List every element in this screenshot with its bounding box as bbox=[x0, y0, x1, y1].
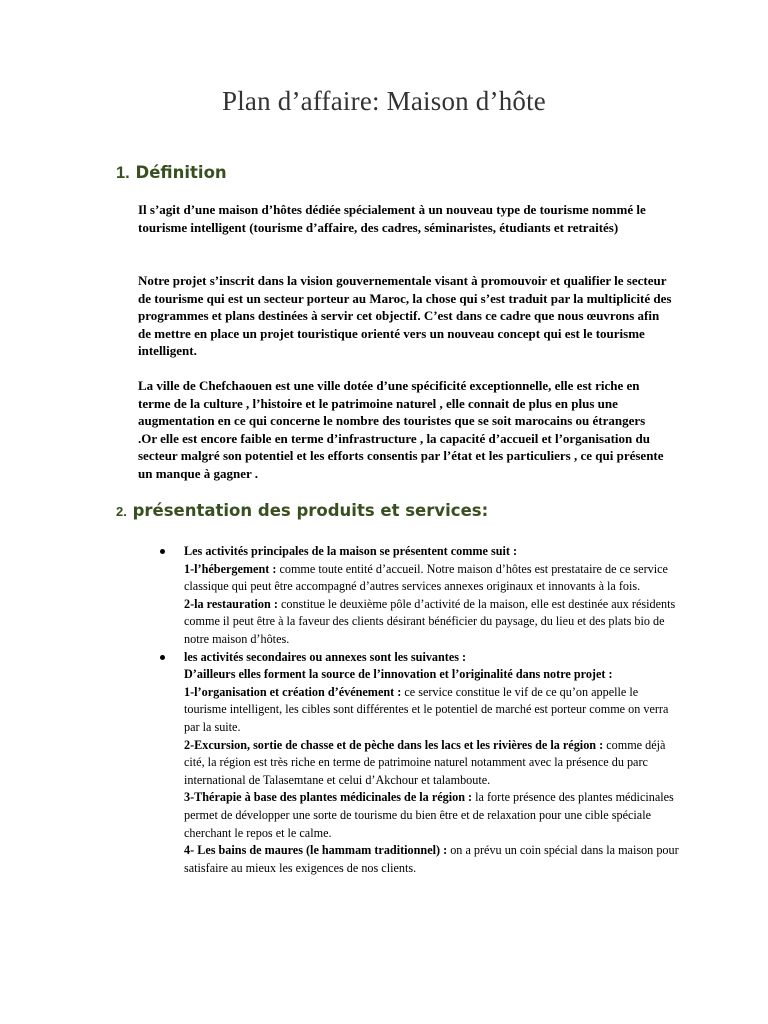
list-intro: Les activités principales de la maison se présentent comme suit : bbox=[184, 544, 518, 558]
list-item-secondary-activities bbox=[160, 649, 680, 878]
service-item: 3-Thérapie à base des plantes médicinales de la région : la forte présence des plantes médicinales permet de développer une sorte de tourisme du bien être et de relaxation pour une cible spéciale cherchant le repos et le calme. bbox=[184, 790, 674, 840]
definition-paragraph-2: Notre projet s’inscrit dans la vision gouvernementale visant à promouvoir et qualifier le secteur de tourisme qui est un secteur porteur au Maroc, la chose qui s’est traduit par la multiplicité des programmes et plans destinées à servir cet objectif. C’est dans ce cadre que nous œuvrons afin de mettre en place un projet touristique orienté vers un nouveau concept qui est le tourisme intelligent. bbox=[138, 273, 672, 359]
bullet-icon bbox=[160, 549, 165, 554]
definition-paragraph-3: La ville de Chefchaouen est une ville dotée d’une spécificité exceptionnelle, elle est riche en terme de la culture , l’histoire et le patrimoine naturel , elle connait de plus en plus une augmentation en ce qui concerne le nombre des touristes que se soit marocains ou étrangers .Or elle est encore faible en terme d’infrastructure , la capacité d’accueil et l’organisation du secteur malgré son potentiel et les efforts consentis par l’état et les particuliers , ce qui présente un manque à gagner . bbox=[138, 378, 664, 481]
service-item: 1-l’hébergement : comme toute entité d’accueil. Notre maison d’hôtes est prestataire de ce service classique qui peut être accompagné d’autres services annexes originaux et innovants à la fois. bbox=[184, 561, 668, 594]
service-item: 2-Excursion, sortie de chasse et de pèche dans les lacs et les rivières de la région : comme déjà cité, la région est très riche en terme de patrimoine naturel notamment avec la présence du parc international de Talasemtane et celui d’Akchour et talamboute. bbox=[184, 737, 666, 787]
list-intro-2: D’ailleurs elles forment la source de l’innovation et l’originalité dans notre projet : bbox=[184, 667, 613, 682]
service-item: 1-l’organisation et création d’événement : ce service constitue le vif de ce qu’on appelle le tourisme intelligent, les cibles sont différentes et le potentiel de marché est porteur comme on verra par la suite. bbox=[184, 684, 669, 734]
section-title: Définition bbox=[135, 163, 227, 182]
list-intro: les activités secondaires ou annexes sont les suivantes : bbox=[184, 649, 467, 664]
service-item: 4- Les bains de maures (le hammam traditionnel) : on a prévu un coin spécial dans la maison pour satisfaire au mieux les exigences de nos clients. bbox=[184, 843, 679, 875]
service-item: 2-la restauration : constitue le deuxième pôle d’activité de la maison, elle est destinée aux résidents comme il peut être à la faveur des clients désirant bénéficier du paysage, du lieu et des plats bio de notre maison d’hôtes. bbox=[184, 596, 676, 646]
services-list bbox=[160, 543, 680, 877]
section-number: 2. bbox=[116, 504, 127, 519]
page-title: Plan d’affaire: Maison d’hôte bbox=[222, 86, 546, 116]
list-item-main-activities bbox=[160, 543, 680, 649]
bullet-icon bbox=[160, 655, 165, 660]
section-number: 1. bbox=[116, 164, 130, 182]
section-heading-definition bbox=[116, 163, 227, 183]
section-title: présentation des produits et services: bbox=[132, 501, 489, 520]
section-heading-products bbox=[116, 501, 488, 520]
definition-paragraph-1: Il s’agit d’une maison d’hôtes dédiée spécialement à un nouveau type de tourisme nommé le tourisme intelligent (tourisme d’affaire, des cadres, séminaristes, étudiants et retraités) bbox=[138, 202, 646, 235]
